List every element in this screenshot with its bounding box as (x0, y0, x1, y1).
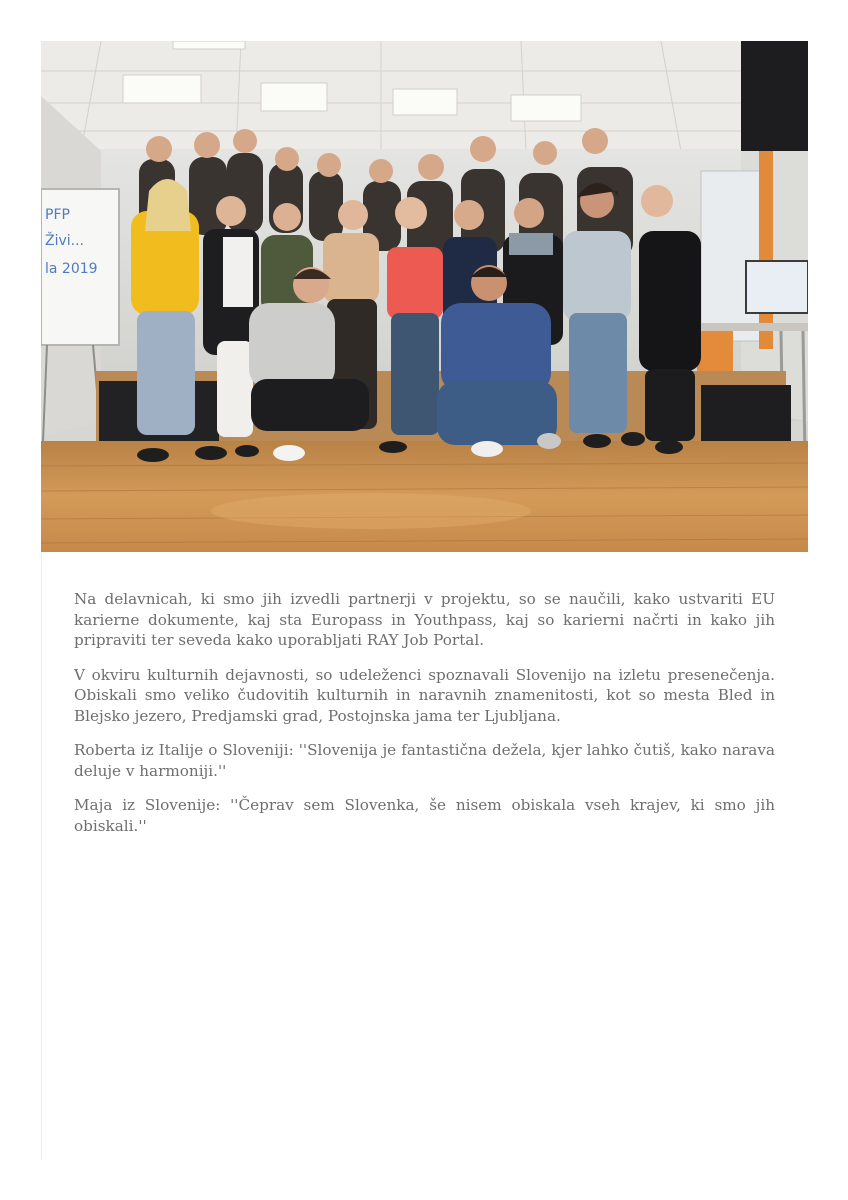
group-photo-illustration (41, 41, 808, 552)
desk (697, 323, 808, 331)
paragraph-quote-maja: Maja iz Slovenije: ''Čeprav sem Slovenka, še nisem obiskala vseh krajev, ki smo jih obiskali.'' (74, 796, 775, 835)
group-photo (41, 41, 808, 552)
floor-speaker-right (701, 385, 791, 449)
paragraph-quote-roberta: Roberta iz Italije o Sloveniji: ''Slovenija je fantastična dežela, kjer lahko čutiš, kako narava deluje v harmoniji.'' (74, 741, 775, 780)
paragraph-workshops: Na delavnicah, ki smo jih izvedli partnerji v projektu, so se naučili, kako ustvariti EU karierne dokumente, kaj sta Europass in Youthpass, kaj so karierni načrti in kako jih pripraviti ter seveda kako uporabljati RAY Job Portal. (74, 590, 775, 649)
monitor (746, 261, 808, 313)
window (701, 171, 761, 341)
window-frame-orange (759, 149, 773, 349)
desk-drawer (697, 331, 733, 371)
flipchart-line-3: la 2019 (45, 261, 98, 277)
body-text (74, 589, 775, 850)
left-margin-rule (41, 552, 42, 1160)
flipchart-line-2: Živi... (45, 233, 85, 249)
paragraph-cultural-activities: V okviru kulturnih dejavnosti, so udeleženci spoznavali Slovenijo na izletu presenečenja. Obiskali smo veliko čudovitih kulturnih in naravnih znamenitosti, kot so mesta Bled in Blejsko jezero, Predjamski grad, Postojnska jama ter Ljubljana. (74, 665, 775, 725)
flipchart-line-1: PFP (45, 207, 70, 223)
speaker (741, 41, 808, 151)
